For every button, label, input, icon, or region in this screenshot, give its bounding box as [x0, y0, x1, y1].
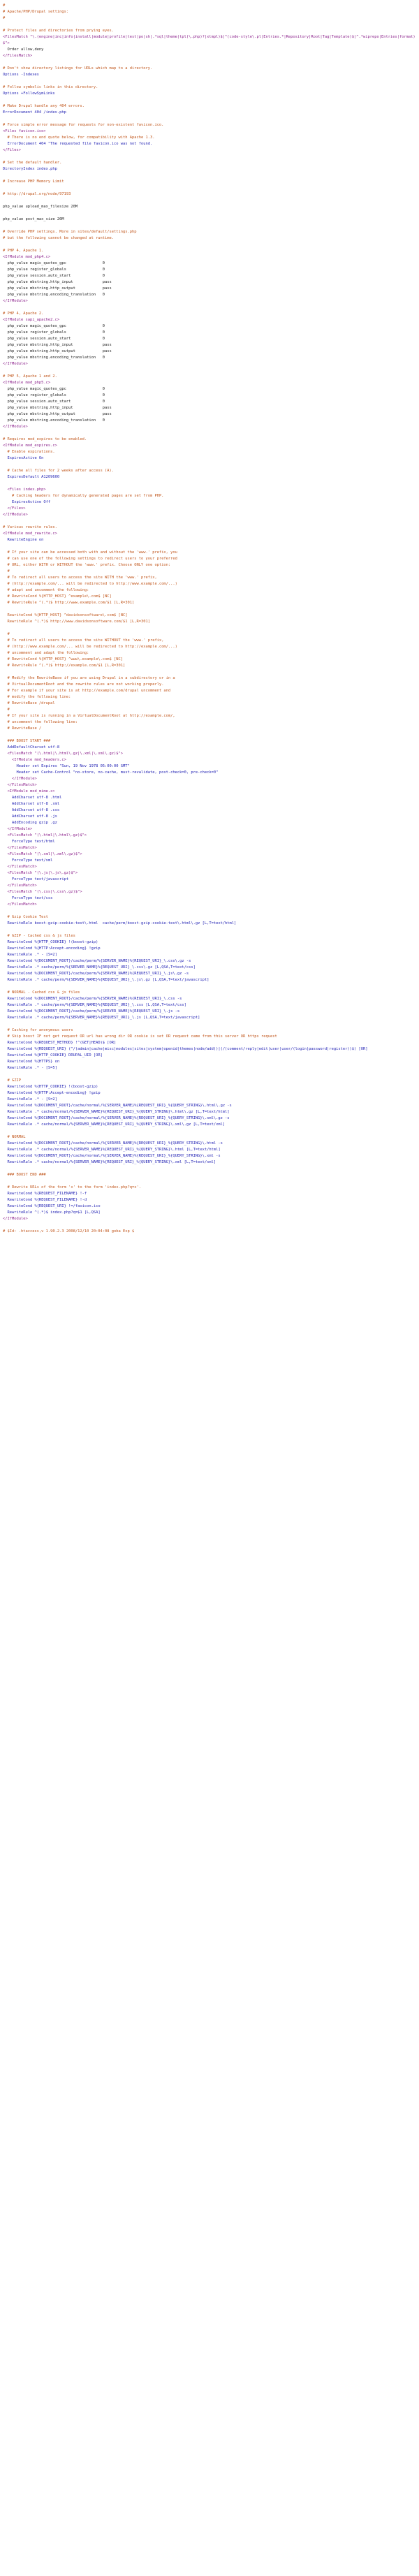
- directive-line: RewriteCond %{REQUEST_URI} (^/(admin|cache|misc|modules|sites|system|openid|themes|node/add))|(/(comment/reply|edit|user|user/(login|password|register))$) [OR]: [3, 1047, 368, 1051]
- directive-line: RewriteCond %{HTTP_COOKIE} !(boost-gzip): [3, 940, 98, 944]
- blank-line: [3, 97, 416, 103]
- section-tag-line: </FilesMatch>: [3, 884, 37, 888]
- blank-line: [3, 1222, 416, 1229]
- directive-line: RewriteRule .* - [S=2]: [3, 953, 57, 957]
- directive-line: Options +FollowSymLinks: [3, 92, 55, 96]
- directive-line: RewriteCond %{HTTPS} on: [3, 1060, 60, 1064]
- setting-line: php_value mbstring.encoding_translation 0: [3, 418, 105, 423]
- directive-line: RewriteRule .* cache/normal/%{SERVER_NAME}%{REQUEST_URI}_%{QUERY_STRING}\.html [L,T=text/html]: [3, 1148, 221, 1152]
- comment-line: # Modify the RewriteBase if you are using Drupal in a subdirectory or in a: [3, 676, 175, 680]
- directive-line: AddDefaultCharset utf-8: [3, 745, 60, 749]
- section-tag-line: </IfModule>: [3, 777, 37, 781]
- blank-line: [3, 242, 416, 248]
- directive-line: RewriteCond %{DOCUMENT_ROOT}/cache/normal/%{SERVER_NAME}%{REQUEST_URI}_%{QUERY_STRING}\.html\.gz -s: [3, 1104, 232, 1108]
- comment-line: # GZIP: [3, 1078, 21, 1083]
- comment-line: # but the following cannot be changed at runtime.: [3, 236, 115, 240]
- section-tag-line: <FilesMatch "(\.html|\.html\.gz)$">: [3, 833, 87, 837]
- comment-line: # Increase PHP Memory Limit: [3, 180, 64, 184]
- blank-line: [3, 606, 416, 613]
- section-tag-line: <IfModule mod_php4.c>: [3, 255, 51, 259]
- blank-line: [3, 732, 416, 738]
- blank-line: [3, 223, 416, 229]
- comment-line: # http://drupal.org/node/97193: [3, 192, 71, 196]
- directive-line: RewriteRule .* cache/normal/%{SERVER_NAME}%{REQUEST_URI}_%{QUERY_STRING}\.html\.gz [L,T=text/html]: [3, 1110, 230, 1114]
- directive-line: AddCharset utf-8 .xml: [3, 802, 60, 806]
- comment-line: # To redirect all users to access the site WITHOUT the 'www.' prefix,: [3, 638, 164, 643]
- blank-line: [3, 198, 416, 204]
- setting-line: php_value session.auto_start 0: [3, 400, 105, 404]
- comment-line: # If your site can be accessed both with and without the 'www.' prefix, you: [3, 550, 177, 555]
- directive-line: RewriteEngine on: [3, 538, 44, 542]
- blank-line: [3, 1071, 416, 1078]
- directive-line: RewriteCond %{HTTP:Accept-encoding} !gzip: [3, 1091, 101, 1095]
- section-tag-line: </Files>: [3, 148, 21, 152]
- comment-line: # To redirect all users to access the site WITH the 'www.' prefix,: [3, 576, 157, 580]
- directive-line: RewriteRule .* cache/normal/%{SERVER_NAME}%{REQUEST_URI}_%{QUERY_STRING}\.xml [L,T=text/xml]: [3, 1160, 216, 1164]
- blank-line: [3, 669, 416, 675]
- comment-line: # RewriteBase /drupal: [3, 701, 55, 705]
- blank-line: [3, 625, 416, 631]
- blank-line: [3, 59, 416, 66]
- setting-line: php_value magic_quotes_gpc 0: [3, 261, 105, 265]
- directive-line: RewriteRule .* cache/perm/%{SERVER_NAME}%{REQUEST_URI}_\.css [L,QSA,T=text/css]: [3, 1003, 186, 1007]
- comment-line: # Don't show directory listings for URLs which map to a directory.: [3, 66, 153, 71]
- section-tag-line: <IfModule mod_headers.c>: [3, 758, 66, 762]
- comment-line: # Cache all files for 2 weeks after access (A).: [3, 469, 115, 473]
- comment-line: ### BOOST END ###: [3, 1173, 46, 1177]
- comment-line: RewriteCond %{HTTP_HOST} ^davidsonsoftware\.com$ [NC]: [3, 613, 128, 617]
- blank-line: [3, 518, 416, 525]
- blank-line: [3, 462, 416, 468]
- comment-line: #: [3, 569, 10, 573]
- blank-line: [3, 78, 416, 85]
- directive-line: RewriteCond %{HTTP_COOKIE} DRUPAL_UID [OR]: [3, 1053, 103, 1058]
- comment-line: # There is no end quote below, for compatibility with Apache 1.3.: [3, 136, 155, 140]
- setting-line: php_value upload_max_filesize 20M: [3, 205, 78, 209]
- section-tag-line: <FilesMatch "\.(engine|inc|info|install|module|profile|test|po|sh|.*sql|theme|tpl(\.php)?|xtmpl)$|^(code-style\.pl|Entries.*|Repository|Root|Tag|Template)$|^.*wiprepo|Entries|format)$">: [3, 35, 416, 45]
- setting-line: Order allow,deny: [3, 47, 44, 52]
- blank-line: [3, 1178, 416, 1185]
- section-tag-line: <FilesMatch "(\.xml|\.xml\.gz)$">: [3, 852, 82, 856]
- directive-line: RewriteRule .* - [S=5]: [3, 1066, 57, 1070]
- setting-line: php_value mbstring.http_output pass: [3, 349, 112, 353]
- directive-line: ForceType text/xml: [3, 858, 53, 863]
- setting-line: php_value mbstring.encoding_translation 0: [3, 293, 105, 297]
- section-tag-line: </FilesMatch>: [3, 846, 37, 850]
- directive-line: RewriteCond %{HTTP:Accept-encoding} !gzip: [3, 946, 101, 951]
- setting-line: php_value mbstring.http_output pass: [3, 286, 112, 291]
- directive-line: RewriteRule boost-gzip-cookie-test\.html cache/perm/boost-gzip-cookie-test\.html\.gz [L,T=text/html]: [3, 921, 237, 925]
- comment-line: # can use one of the following settings to redirect users to your preferred: [3, 557, 177, 561]
- comment-line: # Follow symbolic links in this directory.: [3, 85, 98, 89]
- comment-line: # Make Drupal handle any 404 errors.: [3, 104, 84, 108]
- setting-line: php_value session.auto_start 0: [3, 337, 105, 341]
- comment-line: # Skip boost IF not get request OR url has wrong dir OR cookie is set OR request came from this server OR https request: [3, 1034, 277, 1039]
- directive-line: ExpiresDefault A1209600: [3, 475, 60, 479]
- section-tag-line: </IfModule>: [3, 827, 33, 831]
- setting-line: php_value magic_quotes_gpc 0: [3, 387, 105, 391]
- directive-line: RewriteCond %{REQUEST_FILENAME} !-d: [3, 1198, 87, 1202]
- comment-line: # RewriteRule ^(.*)$ http://example.com/$1 [L,R=301]: [3, 664, 126, 668]
- section-tag-line: </IfModule>: [3, 425, 28, 429]
- comment-line: #: [3, 632, 10, 636]
- comment-line: # NORMAL: [3, 1135, 26, 1139]
- setting-line: php_value magic_quotes_gpc 0: [3, 324, 105, 328]
- blank-line: [3, 367, 416, 374]
- directive-line: AddCharset utf-8 .js: [3, 814, 57, 819]
- setting-line: php_value mbstring.http_input pass: [3, 406, 112, 410]
- section-tag-line: <FilesMatch "(\.html|\.html\.gz|\.xml|\.xml\.gz)$">: [3, 752, 124, 756]
- section-tag-line: </FilesMatch>: [3, 902, 37, 907]
- directive-line: ForceType text/css: [3, 896, 53, 900]
- directive-line: RewriteRule .* cache/perm/%{SERVER_NAME}%{REQUEST_URI}_\.js\.gz [L,QSA,T=text/javascript]: [3, 978, 210, 982]
- htaccess-source: [0, 0, 419, 1235]
- comment-line: ### BOOST START ###: [3, 739, 51, 743]
- comment-line: # adapt and uncomment the following:: [3, 588, 89, 592]
- setting-line: php_value mbstring.encoding_translation 0: [3, 356, 105, 360]
- blank-line: [3, 210, 416, 217]
- comment-line: # For example if your site is at http://example.com/drupal uncomment and: [3, 689, 171, 693]
- section-tag-line: </Files>: [3, 506, 26, 511]
- section-tag-line: </IfModule>: [3, 362, 28, 366]
- directive-line: RewriteCond %{DOCUMENT_ROOT}/cache/normal/%{SERVER_NAME}%{REQUEST_URI}_%{QUERY_STRING}\.xml\.gz -s: [3, 1116, 230, 1120]
- blank-line: [3, 185, 416, 191]
- comment-line: #: [3, 3, 6, 8]
- directive-line: RewriteCond %{REQUEST_URI} !=/favicon.ico: [3, 1204, 101, 1208]
- blank-line: [3, 1166, 416, 1172]
- comment-line: # Force simple error message for requests for non-existent favicon.ico.: [3, 123, 164, 127]
- section-tag-line: <FilesMatch "(\.css|\.css\.gz)$">: [3, 890, 82, 894]
- setting-line: php_value register_globals 0: [3, 268, 105, 272]
- comment-line: # RewriteBase /: [3, 726, 42, 731]
- comment-line: # Enable expirations.: [3, 450, 55, 454]
- directive-line: RewriteRule .* cache/perm/%{SERVER_NAME}%{REQUEST_URI}_\.js [L,QSA,T=text/javascript]: [3, 1016, 200, 1020]
- section-tag-line: <IfModule mod_mime.c>: [3, 789, 55, 793]
- directive-line: RewriteCond %{REQUEST_METHOD} !^(GET|HEAD)$ [OR]: [3, 1041, 117, 1045]
- comment-line: # PHP 4, Apache 2.: [3, 312, 44, 316]
- comment-line: # RewriteRule ^(.*)$ http://www.example.com/$1 [L,R=301]: [3, 601, 135, 605]
- directive-line: ErrorDocument 404 "The requested file favicon.ico was not found.: [3, 142, 153, 146]
- comment-line: # Caching for anonymous users: [3, 1028, 73, 1032]
- blank-line: [3, 173, 416, 179]
- comment-line: # Various rewrite rules.: [3, 525, 57, 529]
- section-tag-line: </FilesMatch>: [3, 54, 33, 58]
- comment-line: # URL, either WITH or WITHOUT the 'www.' prefix. Choose ONLY one option:: [3, 563, 171, 567]
- blank-line: [3, 543, 416, 550]
- comment-line: # Protect files and directories from prying eyes.: [3, 29, 115, 33]
- directive-line: ErrorDocument 404 /index.php: [3, 110, 66, 115]
- comment-line: # Requires mod_expires to be enabled.: [3, 437, 87, 441]
- directive-line: ForceType text/javascript: [3, 877, 69, 881]
- directive-line: RewriteCond %{DOCUMENT_ROOT}/cache/normal/%{SERVER_NAME}%{REQUEST_URI}_%{QUERY_STRING}\.xml -s: [3, 1154, 221, 1158]
- comment-line: # PHP 4, Apache 1.: [3, 249, 44, 253]
- directive-line: RewriteCond %{HTTP_COOKIE} !(boost-gzip): [3, 1085, 98, 1089]
- setting-line: php_value register_globals 0: [3, 393, 105, 397]
- section-tag-line: </FilesMatch>: [3, 865, 37, 869]
- section-tag-line: <IfModule sapi_apache2.c>: [3, 318, 60, 322]
- setting-line: php_value mbstring.http_output pass: [3, 412, 112, 416]
- comment-line: # Rewrite URLs of the form 'x' to the form 'index.php?q=x'.: [3, 1185, 141, 1190]
- comment-line: # Gzip Cookie Test: [3, 915, 48, 919]
- blank-line: [3, 116, 416, 122]
- directive-line: ForceType text/html: [3, 840, 55, 844]
- directive-line: AddEncoding gzip .gz: [3, 821, 57, 825]
- blank-line: [3, 305, 416, 311]
- comment-line: # GZIP - Cached css & js files: [3, 934, 75, 938]
- blank-line: [3, 983, 416, 990]
- comment-line: # If your site is running in a VirtualDocumentRoot at http://example.com/,: [3, 714, 175, 718]
- directive-line: RewriteCond %{DOCUMENT_ROOT}/cache/perm/%{SERVER_NAME}%{REQUEST_URI}_\.js -s: [3, 1009, 180, 1013]
- comment-line: # RewriteCond %{HTTP_HOST} ^www\.example\.com$ [NC]: [3, 657, 124, 661]
- blank-line: [3, 1128, 416, 1134]
- comment-line: # modify the following line:: [3, 695, 71, 699]
- directive-line: RewriteCond %{DOCUMENT_ROOT}/cache/normal/%{SERVER_NAME}%{REQUEST_URI}_%{QUERY_STRING}\.html -s: [3, 1141, 223, 1146]
- section-tag-line: </FilesMatch>: [3, 783, 37, 787]
- directive-line: RewriteRule ^(.*)$ index.php?q=$1 [L,QSA]: [3, 1210, 101, 1215]
- blank-line: [3, 1021, 416, 1027]
- directive-line: Options -Indexes: [3, 73, 39, 77]
- setting-line: php_value post_max_size 20M: [3, 217, 64, 221]
- comment-line: # Apache/PHP/Drupal settings:: [3, 10, 69, 14]
- blank-line: [3, 481, 416, 487]
- directive-line: RewriteCond %{DOCUMENT_ROOT}/cache/perm/%{SERVER_NAME}%{REQUEST_URI}_\.css\.gz -s: [3, 959, 191, 963]
- setting-line: php_value register_globals 0: [3, 330, 105, 335]
- setting-line: php_value session.auto_start 0: [3, 274, 105, 278]
- blank-line: [3, 908, 416, 914]
- directive-line: ExpiresActive On: [3, 456, 44, 460]
- comment-line: # RewriteCond %{HTTP_HOST} ^example\.com$ [NC]: [3, 594, 112, 599]
- section-tag-line: </IfModule>: [3, 513, 28, 517]
- section-tag-line: <IfModule mod_expires.c>: [3, 444, 57, 448]
- directive-line: DirectoryIndex index.php: [3, 167, 57, 171]
- comment-line: # $Id: .htaccess,v 1.90.2.3 2008/12/10 20:04:08 goba Exp $: [3, 1229, 135, 1234]
- section-tag-line: </IfModule>: [3, 1217, 28, 1221]
- blank-line: [3, 154, 416, 160]
- comment-line: #: [3, 708, 10, 712]
- comment-line: # (http://example.com/... will be redirected to http://www.example.com/...): [3, 582, 177, 586]
- section-tag-line: <IfModule mod_rewrite.c>: [3, 532, 57, 536]
- directive-line: RewriteRule .* - [S=2]: [3, 1097, 57, 1102]
- directive-line: RewriteCond %{REQUEST_FILENAME} !-f: [3, 1192, 87, 1196]
- directive-line: RewriteCond %{DOCUMENT_ROOT}/cache/perm/%{SERVER_NAME}%{REQUEST_URI}_\.css -s: [3, 997, 182, 1001]
- directive-line: RewriteRule .* cache/perm/%{SERVER_NAME}%{REQUEST_URI}_\.css\.gz [L,QSA,T=text/css]: [3, 965, 196, 969]
- comment-line: # NORMAL - Cached css & js files: [3, 990, 80, 995]
- directive-line: AddCharset utf-8 .html: [3, 796, 62, 800]
- directive-line: RewriteCond %{DOCUMENT_ROOT}/cache/perm/%{SERVER_NAME}%{REQUEST_URI}_\.js\.gz -s: [3, 972, 189, 976]
- directive-line: Header set Expires "Sun, 19 Nov 1978 05:00:00 GMT": [3, 764, 130, 768]
- section-tag-line: <FilesMatch "(\.js|\.js\.gz)$">: [3, 871, 78, 875]
- comment-line: # uncomment the following line:: [3, 720, 78, 724]
- comment-line: # uncomment and adapt the following:: [3, 651, 89, 655]
- section-tag-line: <Files favicon.ico>: [3, 129, 46, 133]
- comment-line: # Set the default handler.: [3, 161, 62, 165]
- section-tag-line: </IfModule>: [3, 299, 28, 303]
- directive-line: Header set Cache-Control "no-store, no-cache, must-revalidate, post-check=0, pre-check=0": [3, 770, 219, 775]
- comment-line: RewriteRule ^(.*)$ http://www.davidsonsoftware.com/$1 [L,R=301]: [3, 620, 150, 624]
- comment-line: #: [3, 16, 6, 20]
- directive-line: ExpiresActive Off: [3, 500, 51, 504]
- comment-line: # (http://www.example.com/... will be redirected to http://example.com/...): [3, 645, 177, 649]
- blank-line: [3, 430, 416, 437]
- comment-line: # VirtualDocumentRoot and the rewrite rules are not working properly.: [3, 682, 164, 687]
- section-tag-line: <IfModule mod_php5.c>: [3, 381, 51, 385]
- blank-line: [3, 22, 416, 28]
- directive-line: AddCharset utf-8 .css: [3, 808, 60, 812]
- setting-line: php_value mbstring.http_input pass: [3, 280, 112, 284]
- blank-line: [3, 927, 416, 933]
- comment-line: # Caching headers for dynamically generated pages are set from PHP.: [3, 494, 164, 498]
- setting-line: php_value mbstring.http_input pass: [3, 343, 112, 347]
- comment-line: # PHP 5, Apache 1 and 2.: [3, 374, 57, 379]
- directive-line: RewriteRule .* cache/normal/%{SERVER_NAME}%{REQUEST_URI}_%{QUERY_STRING}\.xml\.gz [L,T=text/xml]: [3, 1122, 226, 1127]
- comment-line: # Override PHP settings. More in sites/default/settings.php: [3, 230, 137, 234]
- section-tag-line: <Files index.php>: [3, 488, 46, 492]
